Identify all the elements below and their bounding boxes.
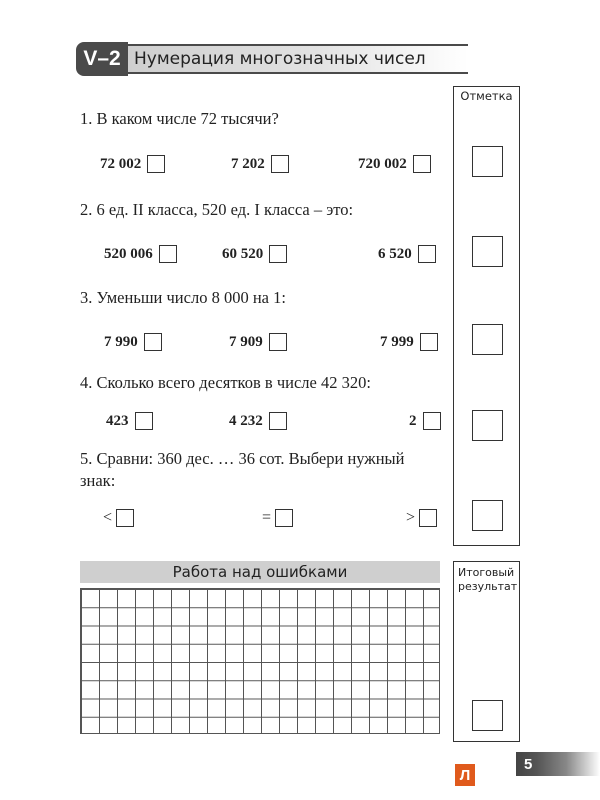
q3-option-2-checkbox[interactable] xyxy=(269,333,287,351)
q1-option-2[interactable] xyxy=(231,153,289,175)
q4-option-1-label: 423 xyxy=(106,412,129,429)
q2-option-2[interactable] xyxy=(222,243,287,265)
question-5-line-2: знак: xyxy=(80,471,116,490)
q3-option-1-checkbox[interactable] xyxy=(144,333,162,351)
q4-option-3[interactable] xyxy=(409,410,441,432)
mark-box-1[interactable] xyxy=(472,146,503,177)
question-5 xyxy=(80,448,404,492)
q1-option-3-checkbox[interactable] xyxy=(413,155,431,173)
question-2: 2. 6 ед. II класса, 520 ед. I класса – это: xyxy=(80,200,354,219)
q2-option-1[interactable] xyxy=(104,243,177,265)
q3-option-2-label: 7 909 xyxy=(229,333,263,350)
q4-option-2-checkbox[interactable] xyxy=(269,412,287,430)
q4-option-2-label: 4 232 xyxy=(229,412,263,429)
q4-option-1-checkbox[interactable] xyxy=(135,412,153,430)
q2-option-3-label: 6 520 xyxy=(378,245,412,262)
q4-option-1[interactable] xyxy=(106,410,153,432)
mark-box-2[interactable] xyxy=(472,236,503,267)
q2-option-2-checkbox[interactable] xyxy=(269,245,287,263)
q1-option-1[interactable] xyxy=(100,153,165,175)
mark-box-4[interactable] xyxy=(472,410,503,441)
q3-option-1-label: 7 990 xyxy=(104,333,138,350)
q5-option-greater-checkbox[interactable] xyxy=(419,509,437,527)
errors-section-title: Работа над ошибками xyxy=(80,561,440,583)
q1-option-1-checkbox[interactable] xyxy=(147,155,165,173)
q5-option-greater-label: > xyxy=(406,509,416,526)
page-number: 5 xyxy=(516,752,600,776)
question-4: 4. Сколько всего десятков в числе 42 320: xyxy=(80,373,371,392)
q1-option-3[interactable] xyxy=(358,153,431,175)
result-label: Итоговый результат xyxy=(458,566,518,593)
q1-option-3-label: 720 002 xyxy=(358,155,407,172)
q5-option-equal-label: = xyxy=(262,509,272,526)
q4-option-2[interactable] xyxy=(229,410,287,432)
variant-badge: V–2 xyxy=(76,42,128,76)
q5-option-less-checkbox[interactable] xyxy=(116,509,134,527)
q1-option-2-label: 7 202 xyxy=(231,155,265,172)
q4-option-3-label: 2 xyxy=(409,412,417,429)
q3-option-1[interactable] xyxy=(104,331,162,353)
mark-box-3[interactable] xyxy=(472,324,503,355)
publisher-logo: Л xyxy=(455,764,475,786)
q1-option-2-checkbox[interactable] xyxy=(271,155,289,173)
q5-option-equal-checkbox[interactable] xyxy=(275,509,293,527)
errors-grid[interactable] xyxy=(80,588,440,734)
q2-option-3[interactable] xyxy=(378,243,436,265)
question-5-line-1: 5. Сравни: 360 дес. … 36 сот. Выбери нужный xyxy=(80,449,405,468)
q5-option-equal[interactable] xyxy=(262,507,293,529)
q4-option-3-checkbox[interactable] xyxy=(423,412,441,430)
q2-option-3-checkbox[interactable] xyxy=(418,245,436,263)
q3-option-3[interactable] xyxy=(380,331,438,353)
q5-option-greater[interactable] xyxy=(406,507,437,529)
question-1: 1. В каком числе 72 тысячи? xyxy=(80,109,279,128)
q3-option-3-label: 7 999 xyxy=(380,333,414,350)
result-box[interactable] xyxy=(472,700,503,731)
q2-option-2-label: 60 520 xyxy=(222,245,264,262)
q5-option-less[interactable] xyxy=(103,507,134,529)
q5-option-less-label: < xyxy=(103,509,113,526)
mark-column-label: Отметка xyxy=(460,89,513,103)
q3-option-2[interactable] xyxy=(229,331,287,353)
q1-option-1-label: 72 002 xyxy=(100,155,142,172)
page-title: Нумерация многозначных чисел xyxy=(128,44,468,74)
question-3: 3. Уменьши число 8 000 на 1: xyxy=(80,288,286,307)
q2-option-1-checkbox[interactable] xyxy=(159,245,177,263)
mark-box-5[interactable] xyxy=(472,500,503,531)
q2-option-1-label: 520 006 xyxy=(104,245,153,262)
q3-option-3-checkbox[interactable] xyxy=(420,333,438,351)
